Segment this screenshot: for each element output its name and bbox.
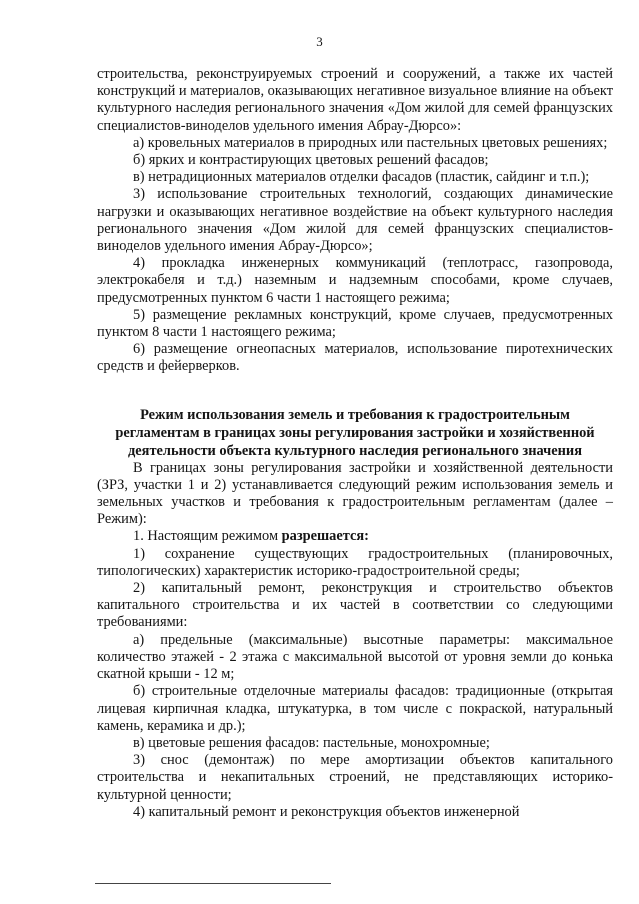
paragraph: 5) размещение рекламных конструкций, кроме случаев, предусмотренных пунктом 8 части 1 настоящего режима;: [97, 306, 613, 341]
intro-paragraph: В границах зоны регулирования застройки и хозяйственной деятельности (ЗРЗ, участки 1 и 2) устанавливается следующий режим использования земель и земельных участков и требования к градостроительным регламентам (далее – Режим):: [97, 459, 613, 528]
footnote-divider: [95, 883, 331, 884]
section-heading: Режим использования земель и требования к градостроительным регламентам в границах зоны регулирования застройки и хозяйственной деятельности объекта культурного наследия регионального значения: [115, 406, 595, 459]
paragraph: 6) размещение огнеопасных материалов, использование пиротехнических средств и фейерверков.: [97, 341, 613, 375]
item-1-paragraph: [97, 528, 613, 545]
paragraph: в) цветовые решения фасадов: пастельные, монохромные;: [133, 734, 490, 751]
paragraph: 1) сохранение существующих градостроительных (планировочных, типологических) характеристик историко-градостроительной среды;: [97, 545, 613, 579]
paragraph: 4) капитальный ремонт и реконструкция объектов инженерной: [133, 803, 520, 820]
item-1-prefix: 1. Настоящим режимом: [133, 528, 282, 545]
paragraph: 3) использование строительных технологий, создающих динамические нагрузки и оказывающих негативное воздействие на объект культурного наследия регионального значения «Дом жилой для семей французских специалистов-виноделов удельного имения Абрау-Дюрсо»;: [97, 186, 613, 255]
paragraph: 3) снос (демонтаж) по мере амортизации объектов капитального строительства и некапитальных строений, не представляющих историко-культурной ценности;: [97, 752, 613, 803]
paragraph: а) предельные (максимальные) высотные параметры: максимальное количество этажей - 2 этажа с максимальной высотой от уровня земли до конька скатной крыши - 12 м;: [97, 631, 613, 683]
paragraph: 2) капитальный ремонт, реконструкция и строительство объектов капитального строительства и их частей в соответствии со следующими требованиями:: [97, 580, 613, 631]
paragraph: б) строительные отделочные материалы фасадов: традиционные (открытая лицевая кирпичная кладка, штукатурка, в том числе с покраской, натуральный камень, керамика и др.);: [97, 683, 613, 734]
document-body: [97, 66, 613, 821]
paragraph: б) ярких и контрастирующих цветовых решений фасадов;: [133, 152, 489, 169]
page-number: 3: [316, 34, 323, 49]
paragraph: в) нетрадиционных материалов отделки фасадов (пластик, сайдинг и т.п.);: [133, 169, 590, 186]
paragraph: строительства, реконструируемых строений и сооружений, а также их частей конструкций и материалов, оказывающих негативное визуальное влияние на объект культурного наследия регионального значения «Дом жилой для семей французских специалистов-виноделов удельного имения Абрау-Дюрсо»:: [97, 66, 614, 134]
item-1-bold: разрешается:: [281, 528, 369, 545]
paragraph: 4) прокладка инженерных коммуникаций (теплотрасс, газопровода, электрокабеля и т.д.) наземным и надземным способами, кроме случаев, предусмотренных пунктом 6 части 1 настоящего режима;: [97, 255, 613, 306]
paragraph: а) кровельных материалов в природных или пастельных цветовых решениях;: [133, 134, 608, 151]
